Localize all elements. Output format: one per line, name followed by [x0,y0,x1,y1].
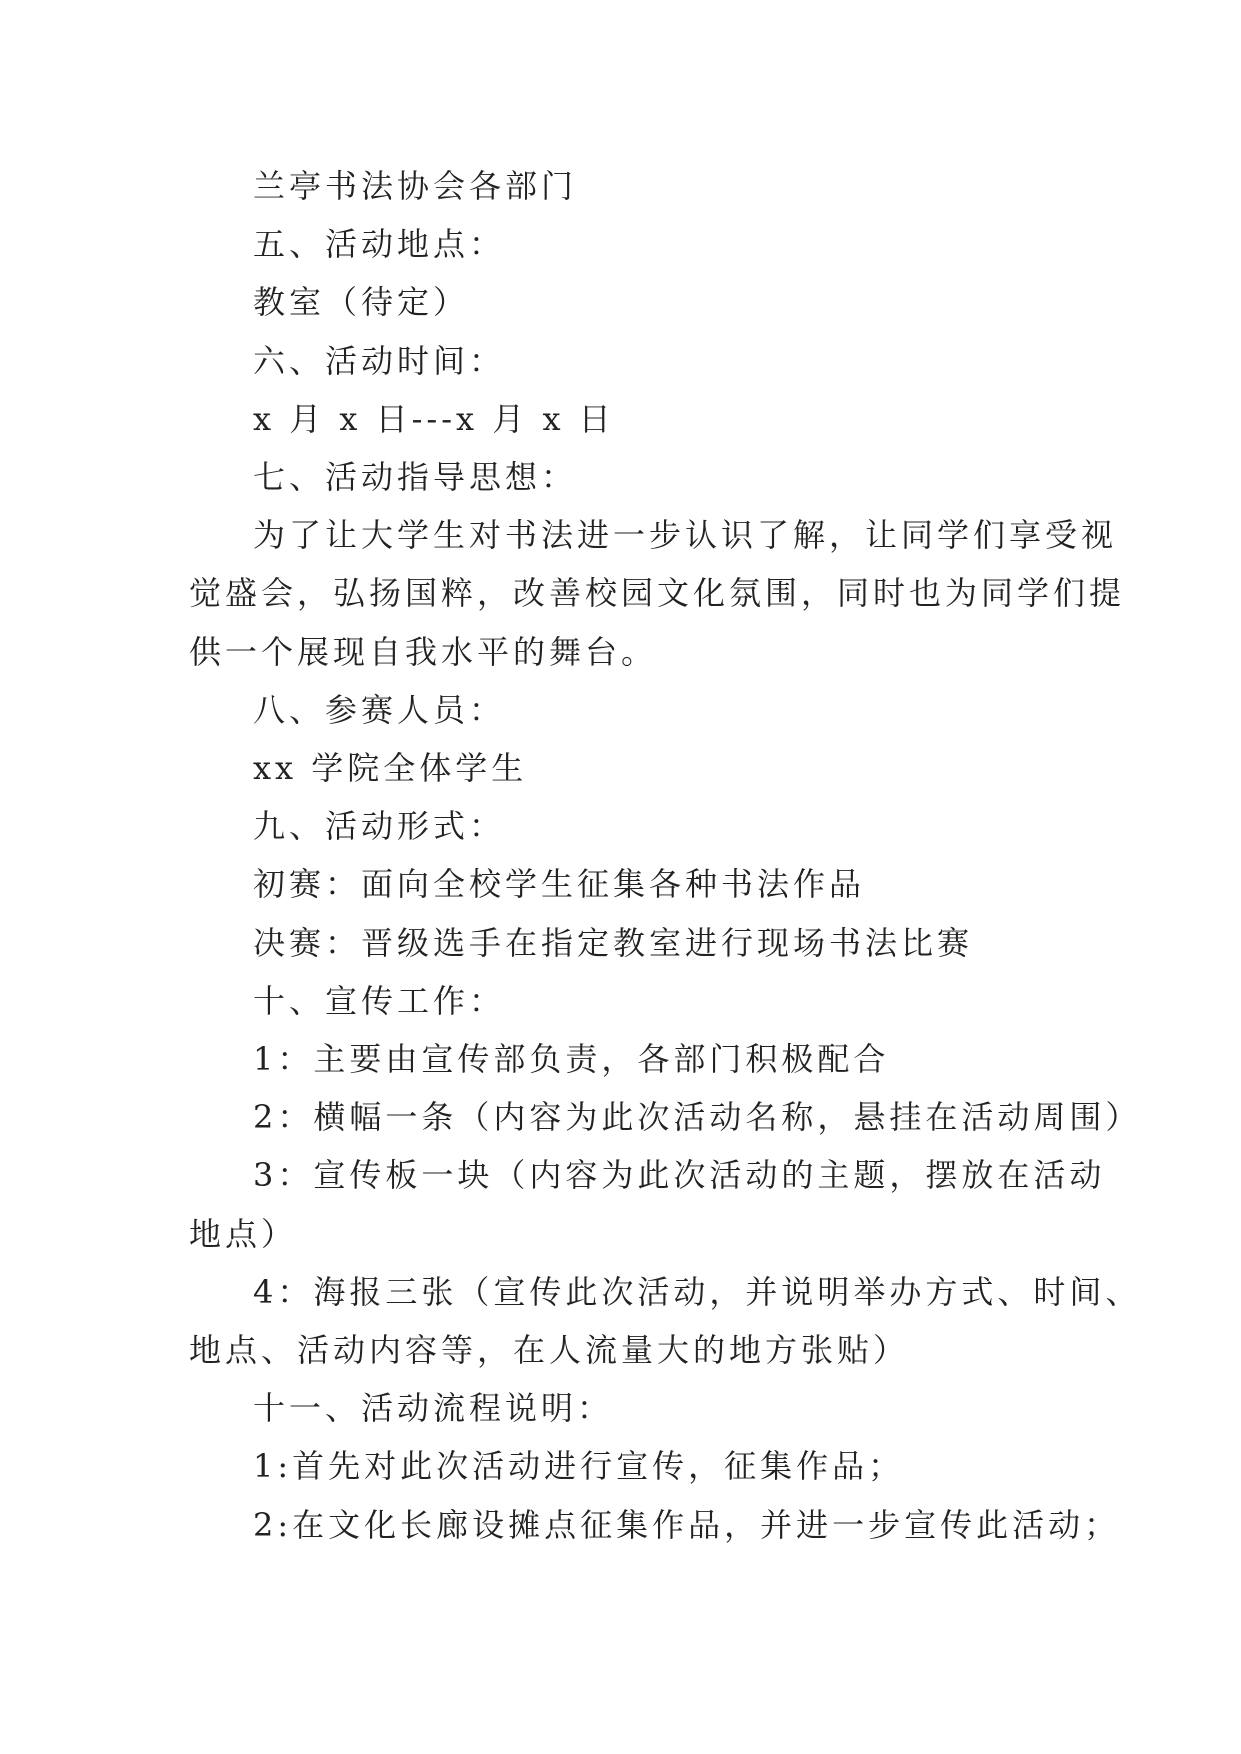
document-body [189,157,1142,1554]
text-line: 3：宣传板一块（内容为此次活动的主题，摆放在活动 [253,1156,1106,1195]
text-line: 八、参赛人员： [253,690,506,729]
text-line: 4：海报三张（宣传此次活动，并说明举办方式、时间、 [253,1272,1142,1311]
text-line: xx 学院全体学生 [253,749,528,788]
text-line: 七、活动指导思想： [253,458,578,497]
text-line: 六、活动时间： [253,341,506,380]
text-line: 教室（待定） [253,283,470,322]
text-line: 初赛：面向全校学生征集各种书法作品 [253,865,866,904]
text-line: 五、活动地点： [253,225,506,264]
text-line: 供一个展现自我水平的舞台。 [189,632,658,671]
text-line: 十一、活动流程说明： [253,1389,614,1428]
text-line: 为了让大学生对书法进一步认识了解，让同学们享受视 [253,516,1118,555]
text-line: 地点、活动内容等，在人流量大的地方张贴） [189,1331,910,1370]
text-line: 1：主要由宣传部负责，各部门积极配合 [253,1040,890,1079]
text-line: 决赛：晋级选手在指定教室进行现场书法比赛 [253,923,974,962]
text-line: 1:首先对此次活动进行宣传，征集作品； [253,1447,905,1486]
text-line: 2:在文化长廊设摊点征集作品，并进一步宣传此活动； [253,1505,1121,1544]
text-line: 觉盛会，弘扬国粹，改善校园文化氛围，同时也为同学们提 [189,574,1126,613]
text-line: 兰亭书法协会各部门 [253,167,578,205]
text-line: 地点） [189,1214,298,1253]
text-line: 十、宣传工作： [253,981,506,1020]
text-line: 2：横幅一条（内容为此次活动名称，悬挂在活动周围） [253,1098,1142,1137]
text-line: 九、活动形式： [253,807,506,846]
text-line: x 月 x 日---x 月 x 日 [253,399,615,438]
